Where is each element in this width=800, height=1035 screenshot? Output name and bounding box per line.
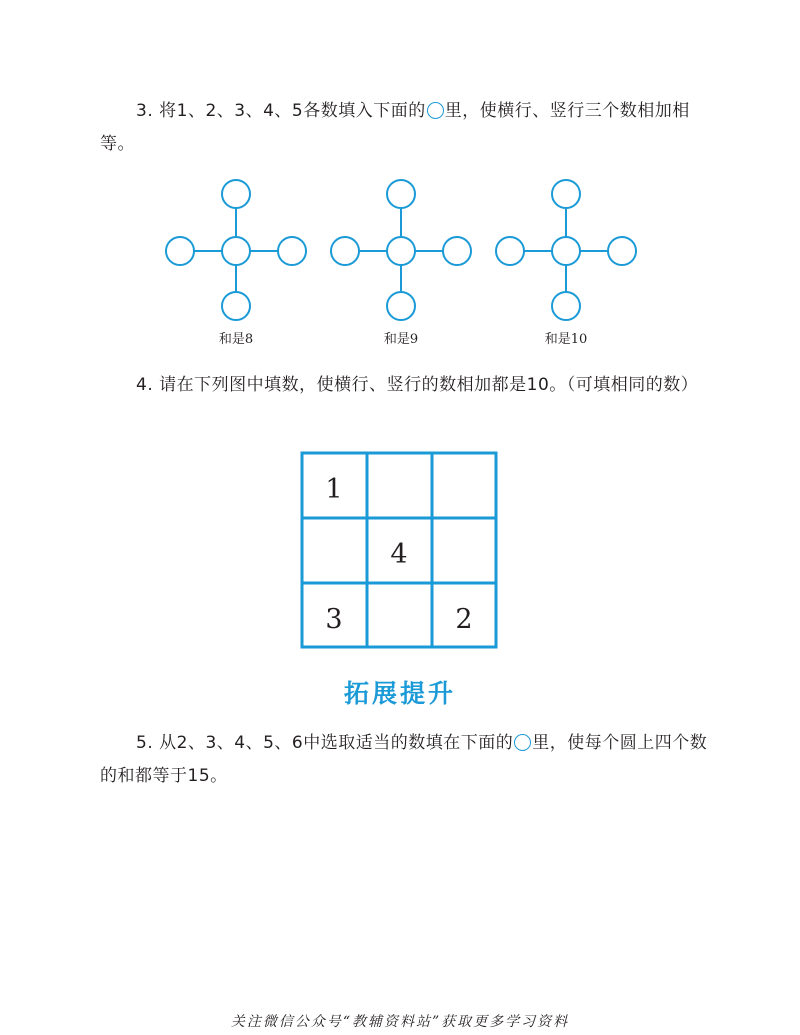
footer-watermark: 关注微信公众号“教辅资料站”获取更多学习资料 [230, 1014, 570, 1030]
question-5-text-part1: 5. 从2、3、4、5、6中选取适当的数填在下面的 [136, 733, 514, 753]
grid-cell-r2c2[interactable]: 4 [390, 539, 408, 570]
diagram-label-sum-10: 和是10 [544, 332, 588, 347]
grid-cell-r1c1[interactable]: 1 [325, 474, 343, 505]
blank-circle-icon [514, 734, 531, 751]
grid-cell-r3c1[interactable]: 3 [325, 604, 343, 635]
question-5-text [100, 727, 710, 793]
question-3-text-part1: 3. 将1、2、3、4、5各数填入下面的 [136, 101, 426, 121]
grid-cell-r3c3[interactable]: 2 [455, 604, 473, 635]
diagram-label-sum-9: 和是9 [383, 332, 419, 347]
question-3-text-part2: 里，使横行、竖行三个数相加相等。 [100, 101, 690, 154]
diagram-label-sum-8: 和是8 [218, 332, 254, 347]
question-4-text-body: 4. 请在下列图中填数，使横行、竖行的数相加都是10。（可填相同的数） [136, 375, 699, 395]
section-title: 拓展提升 [343, 679, 456, 708]
question-5-text-part2: 里，使每个圆上四个数的和都等于15。 [100, 733, 708, 786]
